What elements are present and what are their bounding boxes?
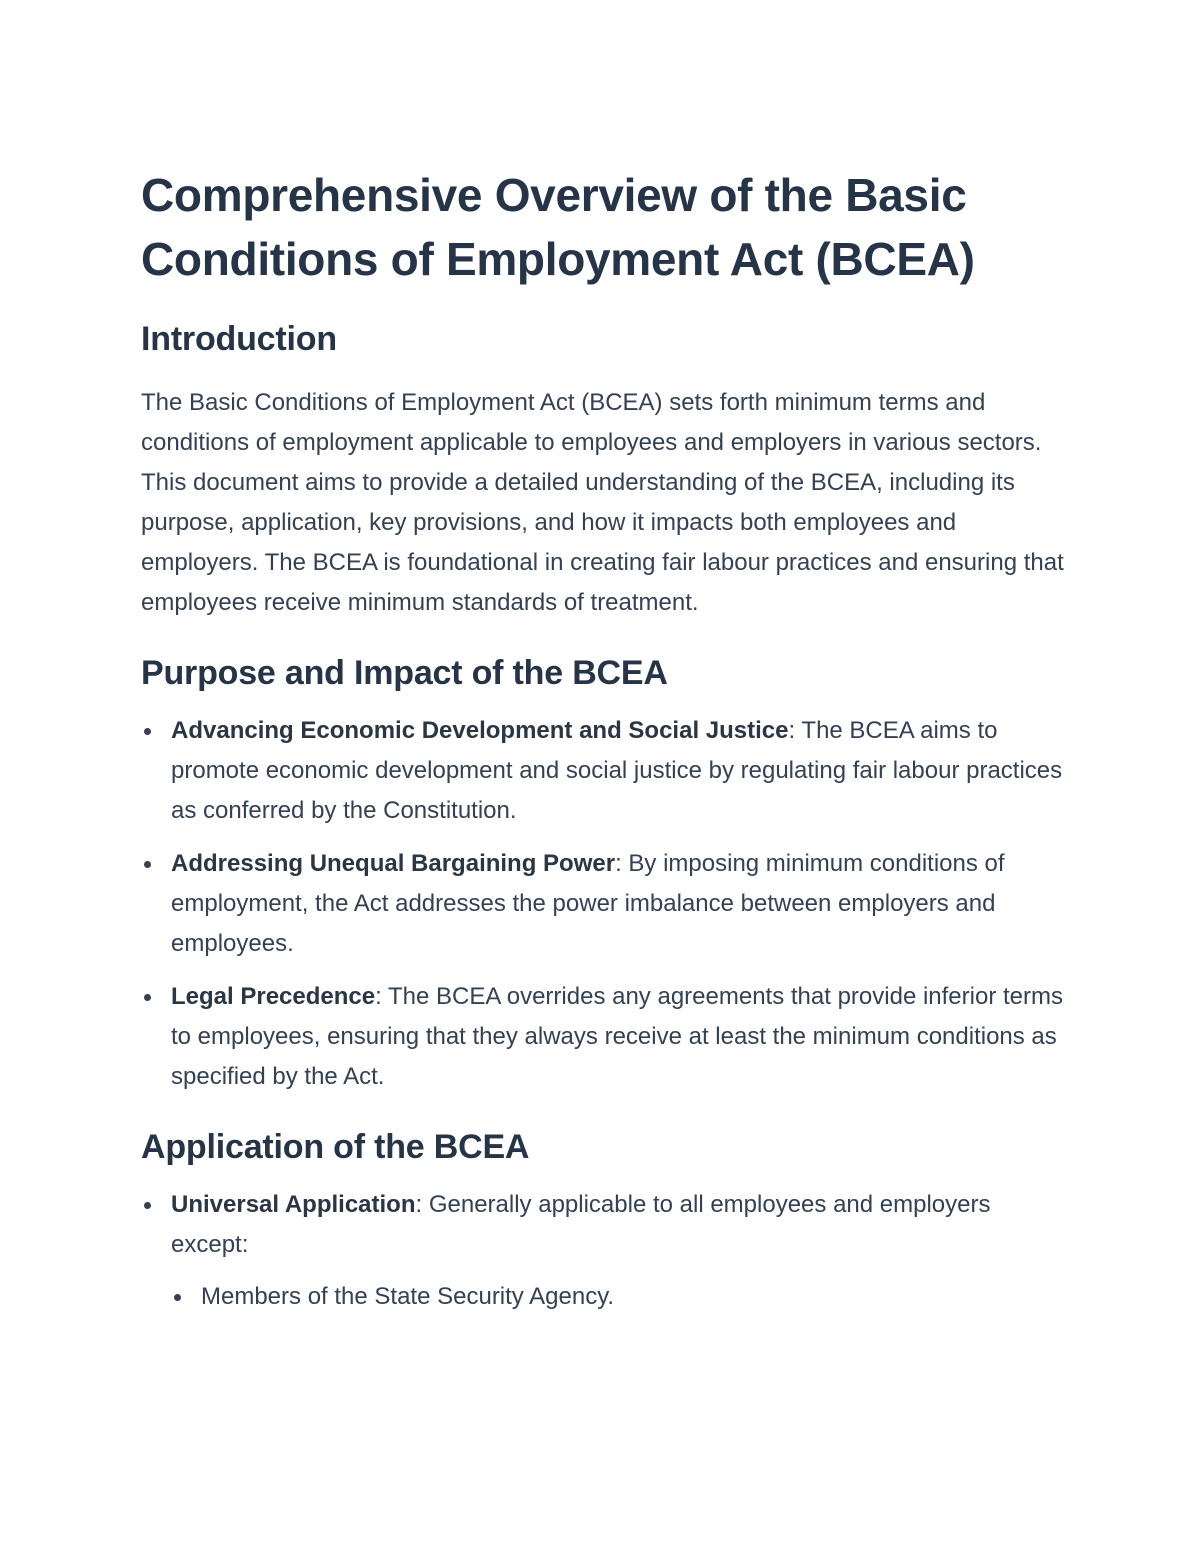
- list-item-term: Addressing Unequal Bargaining Power: [171, 850, 616, 877]
- section-heading-introduction: Introduction: [141, 320, 337, 358]
- purpose-list: [141, 711, 1071, 1097]
- section-introduction: [141, 317, 1071, 623]
- list-item-term: Advancing Economic Development and Social Justice: [171, 717, 789, 744]
- list-item-term: Legal Precedence: [171, 983, 376, 1010]
- document-title: Comprehensive Overview of the Basic Conditions of Employment Act (BCEA): [141, 169, 975, 285]
- list-item-text: : The BCEA aims to promote economic development and social justice by regulating fair labour practices as conferred by the Constitution.: [171, 717, 1063, 824]
- document-page: [141, 163, 1071, 1330]
- exceptions-sublist: [171, 1277, 1071, 1317]
- introduction-paragraph: The Basic Conditions of Employment Act (BCEA) sets forth minimum terms and conditions of employment applicable to employees and employers in various sectors. This document aims to provide a detailed understanding of the BCEA, including its purpose, application, key provisions, and how it impacts both employees and employers. The BCEA is foundational in creating fair labour practices and ensuring that employees receive minimum standards of treatment.: [141, 389, 1064, 616]
- application-list: [141, 1185, 1071, 1317]
- list-item-text: : The BCEA overrides any agreements that provide inferior terms to employees, ensuring that they always receive at least the minimum conditions as specified by the Act.: [171, 983, 1063, 1090]
- sublist-item: Members of the State Security Agency.: [171, 1277, 1071, 1317]
- section-purpose: [141, 651, 1071, 1097]
- list-item: [141, 977, 1071, 1097]
- list-item-text: : By imposing minimum conditions of employment, the Act addresses the power imbalance between employers and employees.: [171, 850, 1005, 957]
- section-application: [141, 1125, 1071, 1317]
- list-item-term: Universal Application: [171, 1191, 416, 1218]
- list-item: [141, 711, 1071, 831]
- list-item: [141, 844, 1071, 964]
- section-heading-application: Application of the BCEA: [141, 1128, 530, 1166]
- list-item-text: : Generally applicable to all employees and employers except:: [171, 1191, 991, 1258]
- section-heading-purpose: Purpose and Impact of the BCEA: [141, 654, 668, 692]
- list-item: [141, 1185, 1071, 1317]
